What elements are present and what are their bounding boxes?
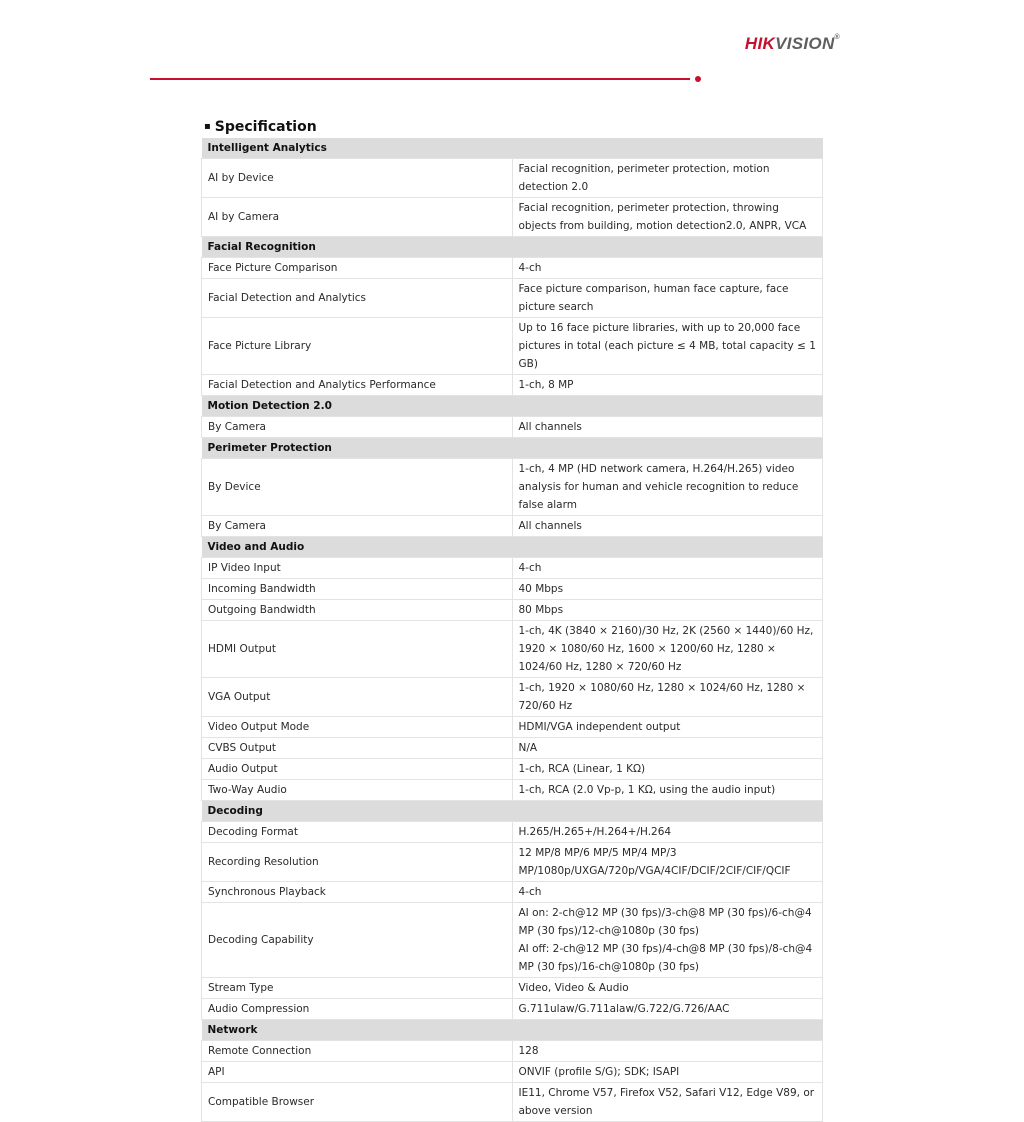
table-row xyxy=(202,417,823,438)
specification-table xyxy=(201,138,823,1122)
table-row xyxy=(202,759,823,780)
section-header-row xyxy=(202,237,823,258)
spec-label: Decoding Capability xyxy=(202,903,513,978)
section-header-row xyxy=(202,438,823,459)
spec-label: AI by Camera xyxy=(202,198,513,237)
spec-label: By Camera xyxy=(202,516,513,537)
logo-vision: VISION xyxy=(775,34,835,53)
spec-label: By Camera xyxy=(202,417,513,438)
spec-value: ONVIF (profile S/G); SDK; ISAPI xyxy=(512,1062,823,1083)
spec-label: By Device xyxy=(202,459,513,516)
spec-value: 4-ch xyxy=(512,882,823,903)
section-title: Motion Detection 2.0 xyxy=(202,396,823,417)
table-row xyxy=(202,279,823,318)
spec-value: 1-ch, 4K (3840 × 2160)/30 Hz, 2K (2560 × 1440)/60 Hz, 1920 × 1080/60 Hz, 1600 × 1200/60 Hz, 1280 × 1024/60 Hz, 1280 × 720/60 Hz xyxy=(512,621,823,678)
spec-value: G.711ulaw/G.711alaw/G.722/G.726/AAC xyxy=(512,999,823,1020)
spec-label: Remote Connection xyxy=(202,1041,513,1062)
spec-label: Decoding Format xyxy=(202,822,513,843)
table-row xyxy=(202,516,823,537)
spec-value: IE11, Chrome V57, Firefox V52, Safari V12, Edge V89, or above version xyxy=(512,1083,823,1122)
table-row xyxy=(202,1062,823,1083)
spec-label: Facial Detection and Analytics Performance xyxy=(202,375,513,396)
table-row xyxy=(202,258,823,279)
spec-value: 1-ch, RCA (Linear, 1 KΩ) xyxy=(512,759,823,780)
spec-label: VGA Output xyxy=(202,678,513,717)
section-header-row xyxy=(202,1020,823,1041)
heading-text: Specification xyxy=(214,119,317,135)
spec-value: 12 MP/8 MP/6 MP/5 MP/4 MP/3 MP/1080p/UXGA/720p/VGA/4CIF/DCIF/2CIF/CIF/QCIF xyxy=(512,843,823,882)
section-title: Decoding xyxy=(202,801,823,822)
spec-value: AI on: 2-ch@12 MP (30 fps)/3-ch@8 MP (30 fps)/6-ch@4 MP (30 fps)/12-ch@1080p (30 fps) AI off: 2-ch@12 MP (30 fps)/4-ch@8 MP (30 fps)/8-ch@4 MP (30 fps)/16-ch@1080p (30 fps) xyxy=(512,903,823,978)
table-row xyxy=(202,318,823,375)
spec-value: 4-ch xyxy=(512,558,823,579)
spec-value: 80 Mbps xyxy=(512,600,823,621)
table-row xyxy=(202,978,823,999)
table-row xyxy=(202,717,823,738)
spec-label: Recording Resolution xyxy=(202,843,513,882)
page-title xyxy=(204,119,317,135)
spec-value: Face picture comparison, human face capture, face picture search xyxy=(512,279,823,318)
table-row xyxy=(202,738,823,759)
spec-label: Face Picture Library xyxy=(202,318,513,375)
spec-value: 1-ch, 1920 × 1080/60 Hz, 1280 × 1024/60 Hz, 1280 × 720/60 Hz xyxy=(512,678,823,717)
spec-value: N/A xyxy=(512,738,823,759)
spec-label: HDMI Output xyxy=(202,621,513,678)
spec-value: All channels xyxy=(512,417,823,438)
section-header-row xyxy=(202,396,823,417)
section-header-row xyxy=(202,537,823,558)
table-row xyxy=(202,903,823,978)
spec-label: Face Picture Comparison xyxy=(202,258,513,279)
table-row xyxy=(202,198,823,237)
spec-label: Audio Compression xyxy=(202,999,513,1020)
spec-value: 4-ch xyxy=(512,258,823,279)
spec-value: HDMI/VGA independent output xyxy=(512,717,823,738)
spec-value: Facial recognition, perimeter protection, throwing objects from building, motion detection2.0, ANPR, VCA xyxy=(512,198,823,237)
table-row xyxy=(202,999,823,1020)
section-title: Intelligent Analytics xyxy=(202,138,823,159)
spec-label: Outgoing Bandwidth xyxy=(202,600,513,621)
table-row xyxy=(202,459,823,516)
heading-bullet: ▪ xyxy=(204,121,211,132)
logo-hik: HIK xyxy=(744,34,776,53)
table-row xyxy=(202,882,823,903)
section-header-row xyxy=(202,138,823,159)
table-row xyxy=(202,579,823,600)
spec-value: Facial recognition, perimeter protection, motion detection 2.0 xyxy=(512,159,823,198)
spec-value: 1-ch, 8 MP xyxy=(512,375,823,396)
table-row xyxy=(202,159,823,198)
spec-label: Two-Way Audio xyxy=(202,780,513,801)
table-row xyxy=(202,822,823,843)
table-row xyxy=(202,1083,823,1122)
spec-label: Stream Type xyxy=(202,978,513,999)
table-row xyxy=(202,375,823,396)
spec-label: API xyxy=(202,1062,513,1083)
table-row xyxy=(202,621,823,678)
section-header-row xyxy=(202,801,823,822)
table-row xyxy=(202,600,823,621)
table-row xyxy=(202,1041,823,1062)
section-title: Perimeter Protection xyxy=(202,438,823,459)
spec-value: H.265/H.265+/H.264+/H.264 xyxy=(512,822,823,843)
header-rule-dot xyxy=(695,76,701,82)
spec-label: Synchronous Playback xyxy=(202,882,513,903)
spec-label: Audio Output xyxy=(202,759,513,780)
table-row xyxy=(202,558,823,579)
spec-value: 40 Mbps xyxy=(512,579,823,600)
spec-value: All channels xyxy=(512,516,823,537)
section-title: Network xyxy=(202,1020,823,1041)
spec-label: AI by Device xyxy=(202,159,513,198)
hikvision-logo xyxy=(745,34,840,54)
spec-label: Video Output Mode xyxy=(202,717,513,738)
section-title: Facial Recognition xyxy=(202,237,823,258)
spec-label: IP Video Input xyxy=(202,558,513,579)
spec-label: Compatible Browser xyxy=(202,1083,513,1122)
spec-value: Up to 16 face picture libraries, with up to 20,000 face pictures in total (each picture ≤ 4 MB, total capacity ≤ 1 GB) xyxy=(512,318,823,375)
spec-label: CVBS Output xyxy=(202,738,513,759)
logo-registered-mark: ® xyxy=(834,34,840,41)
spec-value: 1-ch, RCA (2.0 Vp-p, 1 KΩ, using the audio input) xyxy=(512,780,823,801)
spec-label: Incoming Bandwidth xyxy=(202,579,513,600)
spec-value: 1-ch, 4 MP (HD network camera, H.264/H.265) video analysis for human and vehicle recognition to reduce false alarm xyxy=(512,459,823,516)
spec-value: Video, Video & Audio xyxy=(512,978,823,999)
section-title: Video and Audio xyxy=(202,537,823,558)
spec-label: Facial Detection and Analytics xyxy=(202,279,513,318)
specification-table-body xyxy=(202,138,823,1122)
spec-value: 128 xyxy=(512,1041,823,1062)
table-row xyxy=(202,780,823,801)
table-row xyxy=(202,678,823,717)
table-row xyxy=(202,843,823,882)
header-rule xyxy=(150,78,690,80)
